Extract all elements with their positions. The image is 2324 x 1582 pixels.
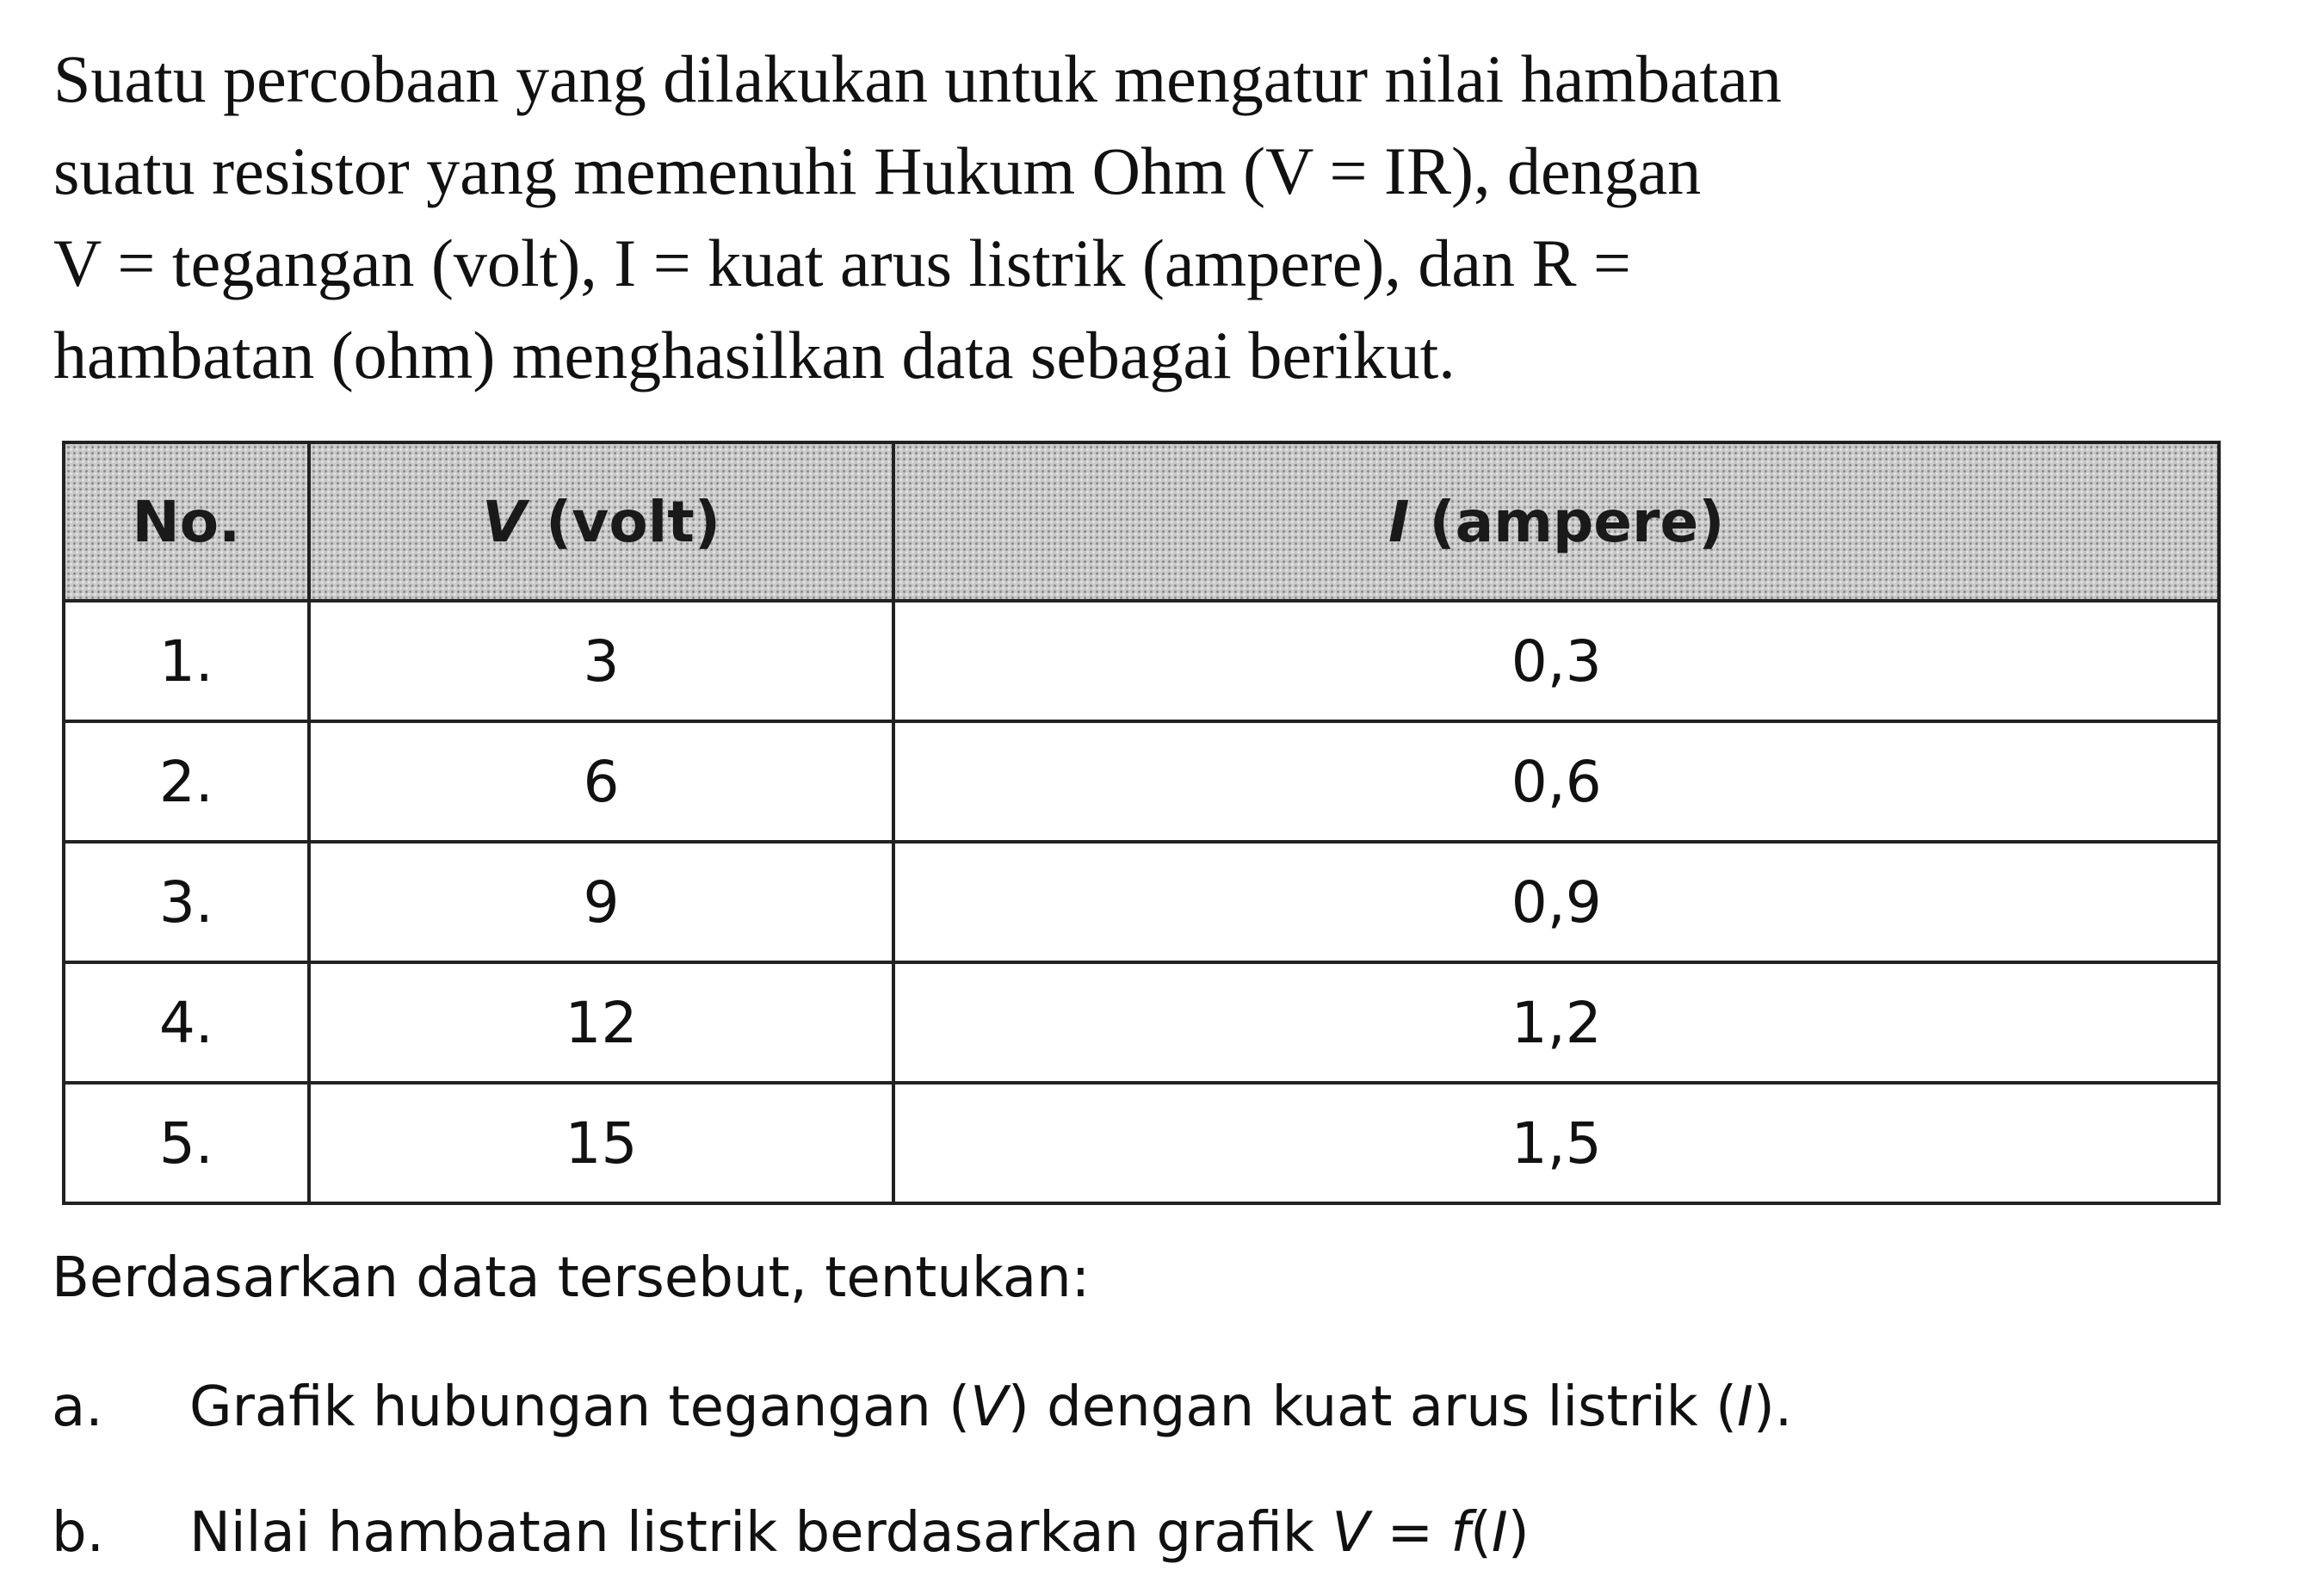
header-no [64,442,309,601]
table-header-row [64,442,2219,601]
question-label: b. [52,1501,104,1565]
question-text: Nilai hambatan listrik berdasarkan grafik [189,1501,1332,1565]
table-row [64,601,2219,721]
cell-no: 1. [64,601,309,721]
cell-no: 2. [64,721,309,842]
question-text: ) dengan kuat arus listrik ( [1007,1375,1738,1439]
header-no-label: No. [132,488,241,555]
table-row [64,721,2219,842]
voltage-unit: (volt) [526,488,720,555]
question-text: ). [1752,1375,1793,1439]
question-text: ( [1469,1501,1492,1565]
data-table [62,441,2221,1205]
table-row [64,842,2219,962]
question-label: a. [52,1375,103,1439]
cell-current: 0,3 [893,601,2219,721]
current-symbol: I [1737,1375,1753,1439]
intro-line: Suatu percobaan yang dilakukan untuk mengatur nilai hambatan [53,41,1782,116]
current-symbol: I [1491,1501,1508,1565]
problem-statement [53,33,2291,401]
cell-no: 5. [64,1083,309,1203]
question-a [52,1375,1792,1439]
cell-voltage: 9 [309,842,894,962]
cell-voltage: 3 [309,601,894,721]
cell-no: 4. [64,962,309,1083]
cell-current: 1,5 [893,1083,2219,1203]
header-current [893,442,2219,601]
table-row [64,962,2219,1083]
cell-voltage: 6 [309,721,894,842]
intro-line: V = tegangan (volt), I = kuat arus listrik (ampere), dan R = [53,226,1632,300]
current-symbol: I [1388,488,1410,555]
cell-voltage: 12 [309,962,894,1083]
cell-no: 3. [64,842,309,962]
question-text: ) [1507,1501,1530,1565]
voltage-symbol: V [1332,1501,1370,1565]
header-voltage [309,442,894,601]
voltage-symbol: V [482,488,527,555]
instruction-prompt: Berdasarkan data tersebut, tentukan: [52,1246,1091,1310]
current-unit: (ampere) [1409,488,1725,555]
cell-current: 1,2 [893,962,2219,1083]
cell-current: 0,9 [893,842,2219,962]
cell-voltage: 15 [309,1083,894,1203]
intro-line: hambatan (ohm) menghasilkan data sebagai berikut. [53,318,1456,392]
function-symbol: f [1450,1501,1470,1565]
voltage-symbol: V [970,1375,1008,1439]
intro-line: suatu resistor yang memenuhi Hukum Ohm (V = IR), dengan [53,133,1702,208]
cell-current: 0,6 [893,721,2219,842]
table-row [64,1083,2219,1203]
question-text: = [1369,1501,1451,1565]
question-text: Grafik hubungan tegangan ( [189,1375,971,1439]
question-b [52,1501,1530,1565]
